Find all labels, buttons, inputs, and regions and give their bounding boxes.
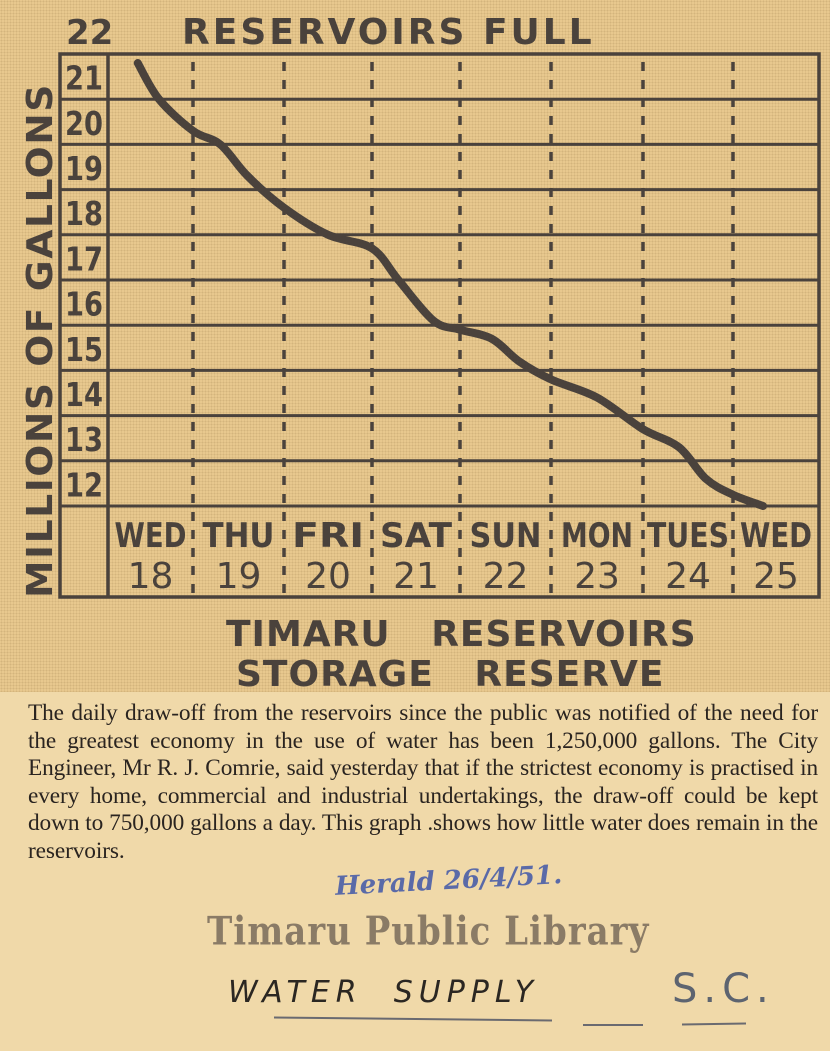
subtitle-line-1: TIMARU RESERVOIRS [226, 614, 697, 655]
x-date-label: 25 [753, 556, 799, 597]
x-date-label: 19 [215, 556, 262, 597]
x-date-label: 21 [393, 556, 439, 597]
y-tick-label: 17 [65, 239, 103, 279]
y-tick-label: 13 [65, 420, 103, 460]
chart-title-group [66, 12, 595, 53]
x-date-label: 18 [127, 556, 174, 597]
y-tick-label: 20 [65, 103, 103, 143]
top-value-label: 22 [66, 13, 114, 53]
y-tick-label: 18 [65, 194, 103, 234]
storage-reserve-line [138, 63, 763, 506]
library-stamp: Timaru Public Library [207, 909, 650, 955]
x-day-label: WED [114, 516, 187, 556]
x-axis-day-labels [115, 516, 813, 597]
y-tick-label: 12 [65, 465, 103, 505]
y-tick-label: 19 [65, 149, 103, 188]
handwritten-source-note: Herald 26/4/51. [334, 860, 563, 902]
article-caption: The daily draw-off from the reservoirs since the public was notified of the need for the greatest economy in the use of water has been 1,250,000 gallons. The City Engineer, Mr R. J. Comrie, said yesterday that if the strictest economy is practised in every home, commercial and industrial undertakings, the draw-off could be kept down to 750,000 gallons a day. This graph .shows how little water does remain in the reservoirs. [28, 700, 818, 864]
subtitle-line-2: STORAGE RESERVE [236, 654, 665, 692]
x-date-label: 20 [305, 556, 351, 597]
x-day-label: MON [561, 516, 633, 556]
x-day-label: THU [202, 516, 275, 556]
y-tick-label: 15 [65, 329, 103, 369]
x-day-label: SAT [380, 516, 453, 556]
x-day-label: SUN [469, 516, 542, 556]
x-day-label: TUES [647, 516, 729, 556]
x-date-label: 23 [574, 556, 620, 597]
subject-underline-2 [583, 1024, 643, 1026]
handwritten-initials: S.C. [672, 966, 775, 1012]
x-day-label: WED [740, 516, 812, 556]
x-date-label: 22 [482, 556, 529, 597]
y-axis-label: MILLIONS OF GALLONS [20, 105, 61, 598]
x-day-label: FRI [292, 516, 364, 556]
handwritten-subject: WATER SUPPLY [228, 975, 540, 1010]
y-tick-label: 16 [65, 284, 103, 324]
y-tick-label: 14 [65, 375, 103, 414]
chart-subtitle [226, 614, 697, 692]
y-tick-label: 21 [65, 58, 103, 98]
x-date-label: 24 [665, 556, 711, 597]
chart-title: RESERVOIRS FULL [182, 12, 595, 53]
